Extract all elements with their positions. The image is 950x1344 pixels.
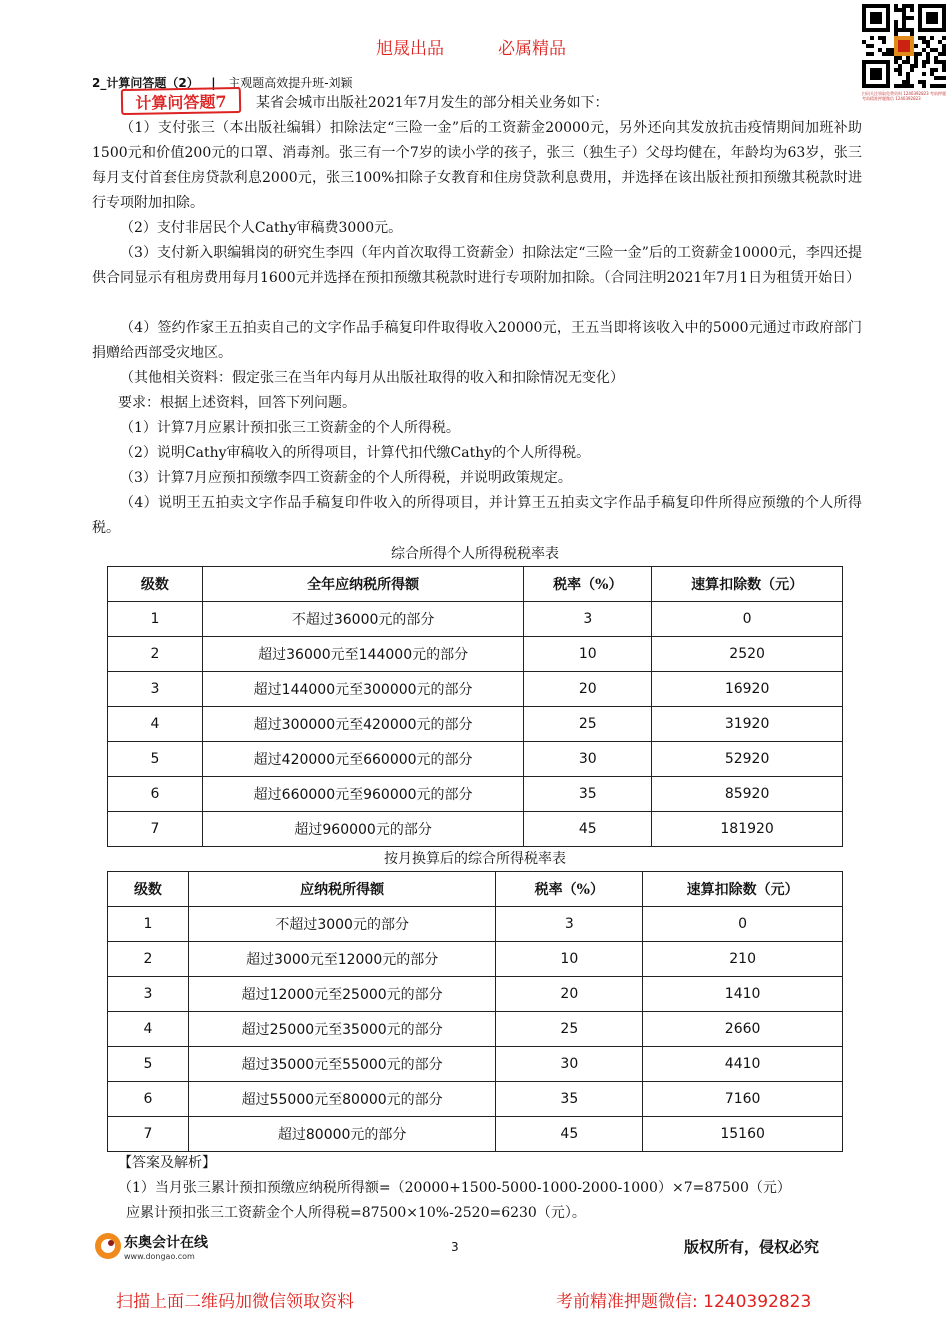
table2-row-cell: 6	[108, 1082, 189, 1117]
table1-row-cell: 超过36000元至144000元的部分	[202, 637, 524, 672]
table1-row-cell: 超过960000元的部分	[202, 812, 524, 847]
table1-row-cell: 7	[108, 812, 203, 847]
table2-row-cell: 3	[108, 977, 189, 1012]
table1-row-cell: 2	[108, 637, 203, 672]
page-number: 3	[451, 1240, 459, 1254]
qr-code-image	[862, 4, 946, 88]
table2-row-cell: 5	[108, 1047, 189, 1082]
table2-row-cell: 2660	[643, 1012, 843, 1047]
table1-header: 速算扣除数（元）	[652, 567, 843, 602]
table2-row	[108, 1117, 843, 1152]
item-2: （2）支付非居民个人Cathy审稿费3000元。	[120, 220, 403, 236]
table2-row-cell: 超过55000元至80000元的部分	[188, 1082, 496, 1117]
bottom-right-promo: 考前精准押题微信: 1240392823	[556, 1292, 812, 1312]
table1-header-row	[108, 567, 843, 602]
table1-row-cell: 16920	[652, 672, 843, 707]
table1-row-cell: 30	[524, 742, 652, 777]
question-2: （2）说明Cathy审稿收入的所得项目，计算代扣代缴Cathy的个人所得税。	[120, 445, 591, 461]
table1-row-cell: 2520	[652, 637, 843, 672]
other-info: （其他相关资料：假定张三在当年内每月从出版社取得的收入和扣除情况无变化）	[120, 370, 624, 386]
intro-text: 某省会城市出版社2021年7月发生的部分相关业务如下：	[256, 95, 609, 111]
header-separator: |	[211, 76, 216, 90]
table2-row-cell: 25	[496, 1012, 643, 1047]
table2-header-row	[108, 872, 843, 907]
table1-header: 级数	[108, 567, 203, 602]
table2-row	[108, 1047, 843, 1082]
slogan-left: 旭晟出品	[376, 39, 444, 59]
question-4: （4）说明王五拍卖文字作品手稿复印件收入的所得项目，并计算王五拍卖文字作品手稿复印件所得应预缴的个人所得税。	[92, 495, 862, 536]
table1-row-cell: 0	[652, 602, 843, 637]
requirement: 要求：根据上述资料，回答下列问题。	[118, 395, 356, 411]
table2-header: 速算扣除数（元）	[643, 872, 843, 907]
tax-rate-table-monthly	[107, 871, 843, 1152]
table2-row	[108, 907, 843, 942]
table2-row-cell: 45	[496, 1117, 643, 1152]
table1-row-cell: 20	[524, 672, 652, 707]
table2-row-cell: 20	[496, 977, 643, 1012]
table2-row-cell: 超过3000元至12000元的部分	[188, 942, 496, 977]
table1-row-cell: 不超过36000元的部分	[202, 602, 524, 637]
item-4: （4）签约作家王五拍卖自己的文字作品手稿复印件取得收入20000元，王五当即将该收入中的5000元通过市政府部门捐赠给西部受灾地区。	[92, 320, 862, 361]
table1-row-cell: 超过420000元至660000元的部分	[202, 742, 524, 777]
logo-url: www.dongao.com	[124, 1252, 195, 1261]
table1-row-cell: 10	[524, 637, 652, 672]
table1-row-cell: 25	[524, 707, 652, 742]
question-3: （3）计算7月应预扣预缴李四工资薪金的个人所得税，并说明政策规定。	[120, 470, 572, 486]
table1-row-cell: 超过300000元至420000元的部分	[202, 707, 524, 742]
top-slogan	[376, 34, 566, 59]
table2-row	[108, 942, 843, 977]
item-1: （1）支付张三（本出版社编辑）扣除法定“三险一金”后的工资薪金20000元，另外还向其发放抗击疫情期间加班补助1500元和价值200元的口罩、消毒剂。张三有一个7岁的读小学的孩子，张三（独生子）父母均健在，年龄均为63岁，张三每月支付首套住房贷款利息2000元，张三100%扣除子女教育和住房贷款利息费用，并选择在该出版社预扣预缴其税款时进行专项附加扣除。	[92, 120, 862, 211]
table2-row-cell: 15160	[643, 1117, 843, 1152]
table1-row-cell: 超过660000元至960000元的部分	[202, 777, 524, 812]
table1-row	[108, 707, 843, 742]
table2-row-cell: 超过25000元至35000元的部分	[188, 1012, 496, 1047]
table2-header: 税率（%）	[496, 872, 643, 907]
table2-row	[108, 1012, 843, 1047]
table1-row-cell: 1	[108, 602, 203, 637]
bottom-left-promo: 扫描上面二维码加微信领取资料	[116, 1292, 354, 1312]
table2-row-cell: 7	[108, 1117, 189, 1152]
table2-row-cell: 超过35000元至55000元的部分	[188, 1047, 496, 1082]
slogan-right: 必属精品	[498, 39, 567, 59]
header-title: 2_计算问答题（2）	[92, 76, 199, 90]
table2-row-cell: 35	[496, 1082, 643, 1117]
item-3: （3）支付新入职编辑岗的研究生李四（年内首次取得工资薪金）扣除法定“三险一金”后的工资薪金10000元，李四还提供合同显示有租房费用每月1600元并选择在预扣预缴其税款时进行专项附加扣除。（合同注明2021年7月1日为租赁开始日）	[92, 245, 862, 286]
table2-row-cell: 不超过3000元的部分	[188, 907, 496, 942]
table1-row	[108, 602, 843, 637]
table2-row	[108, 977, 843, 1012]
qr-code	[862, 4, 946, 88]
table1-row	[108, 742, 843, 777]
table1-row-cell: 5	[108, 742, 203, 777]
header-subtitle: 主观题高效提升班-刘颖	[228, 76, 353, 90]
table2-header: 级数	[108, 872, 189, 907]
tax-rate-table-annual	[107, 566, 843, 847]
table1-row-cell: 6	[108, 777, 203, 812]
table2-caption: 按月换算后的综合所得税率表	[384, 851, 566, 867]
question-1: （1）计算7月应累计预扣张三工资薪金的个人所得税。	[120, 420, 460, 436]
table2-header: 应纳税所得额	[188, 872, 496, 907]
table2-row-cell: 10	[496, 942, 643, 977]
table1-row	[108, 777, 843, 812]
table1-row	[108, 672, 843, 707]
table1-row-cell: 3	[108, 672, 203, 707]
table1-row-cell: 45	[524, 812, 652, 847]
table1-row-cell: 35	[524, 777, 652, 812]
table1-row	[108, 812, 843, 847]
table2-row-cell: 超过80000元的部分	[188, 1117, 496, 1152]
question-stamp: 计算问答题7	[121, 87, 241, 115]
table2-row-cell: 7160	[643, 1082, 843, 1117]
table2-row-cell: 4	[108, 1012, 189, 1047]
table2-row-cell: 30	[496, 1047, 643, 1082]
table1-row-cell: 4	[108, 707, 203, 742]
answer-line-2: 应累计预扣张三工资薪金个人所得税=87500×10%-2520=6230（元）。	[126, 1205, 586, 1221]
table2-row-cell: 2	[108, 942, 189, 977]
table1-row-cell: 3	[524, 602, 652, 637]
table2-row-cell: 210	[643, 942, 843, 977]
table2-row-cell: 3	[496, 907, 643, 942]
qr-note: 扫码关注领取免费资料 1240392823 考前押题 考前精准押题微信 1240392823	[862, 91, 946, 101]
table1-row-cell: 超过144000元至300000元的部分	[202, 672, 524, 707]
copyright-notice: 版权所有，侵权必究	[684, 1238, 820, 1256]
answer-line-1: （1）当月张三累计预扣预缴应纳税所得额=（20000+1500-5000-1000-2000-1000）×7=87500（元）	[118, 1180, 791, 1196]
table1-row	[108, 637, 843, 672]
answer-title: 【答案及解析】	[118, 1155, 216, 1171]
table2-row-cell: 超过12000元至25000元的部分	[188, 977, 496, 1012]
table1-row-cell: 52920	[652, 742, 843, 777]
dongao-logo-icon	[92, 1228, 232, 1264]
table1-caption: 综合所得个人所得税税率表	[391, 546, 559, 562]
dongao-logo	[92, 1228, 232, 1268]
table1-row-cell: 181920	[652, 812, 843, 847]
table2-row-cell: 1410	[643, 977, 843, 1012]
table1-header: 全年应纳税所得额	[202, 567, 524, 602]
table2-row-cell: 0	[643, 907, 843, 942]
logo-text: 东奥会计在线	[124, 1235, 208, 1251]
table2-row-cell: 4410	[643, 1047, 843, 1082]
table1-header: 税率（%）	[524, 567, 652, 602]
table2-row	[108, 1082, 843, 1117]
table1-row-cell: 31920	[652, 707, 843, 742]
table2-row-cell: 1	[108, 907, 189, 942]
table1-row-cell: 85920	[652, 777, 843, 812]
